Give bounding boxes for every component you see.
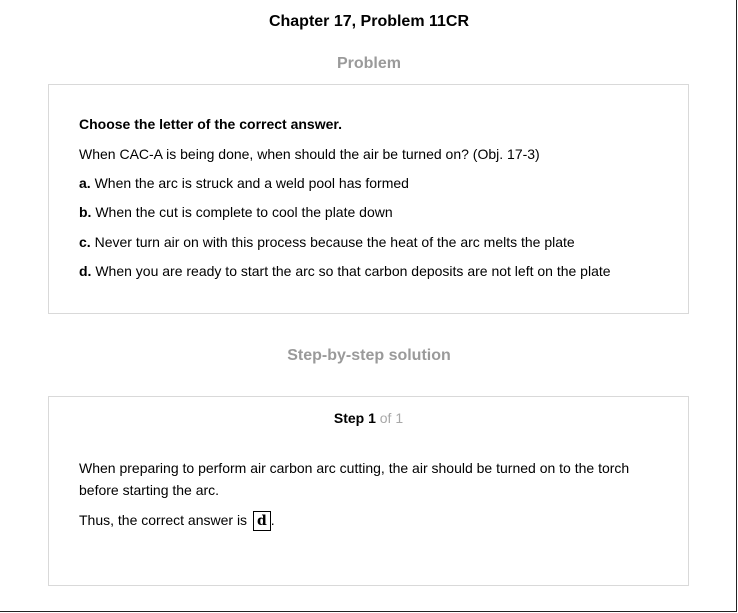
conclusion-prefix: Thus, the correct answer is (79, 512, 248, 528)
option-letter: c. (79, 234, 91, 250)
option-letter: d. (79, 263, 92, 279)
solution-explanation: When preparing to perform air carbon arc cutting, the air should be turned on to the torch before starting the arc. (79, 460, 630, 498)
solution-heading: Step-by-step solution (287, 347, 451, 364)
step-header (49, 409, 688, 427)
answer-box: d (253, 511, 271, 531)
option-text: When you are ready to start the arc so that carbon deposits are not left on the plate (95, 263, 611, 279)
step-label: Step 1 (333, 410, 376, 426)
option-a (79, 174, 409, 192)
option-text: Never turn air on with this process because the heat of the arc melts the plate (94, 234, 575, 250)
option-c (79, 233, 575, 251)
solution-card (48, 396, 689, 586)
problem-question: When CAC-A is being done, when should the air be turned on? (Obj. 17-3) (79, 146, 540, 162)
option-letter: a. (79, 175, 91, 191)
option-b (79, 203, 393, 221)
conclusion-suffix: . (270, 512, 275, 528)
option-text: When the cut is complete to cool the plate down (95, 204, 393, 220)
step-count: of 1 (379, 410, 404, 426)
option-d (79, 262, 611, 280)
problem-card (48, 84, 689, 314)
problem-instruction: Choose the letter of the correct answer. (79, 116, 342, 132)
solution-conclusion (79, 509, 659, 531)
problem-heading: Problem (336, 55, 401, 72)
page-title: Chapter 17, Problem 11CR (268, 13, 470, 30)
option-letter: b. (79, 204, 92, 220)
option-text: When the arc is struck and a weld pool has formed (94, 175, 409, 191)
